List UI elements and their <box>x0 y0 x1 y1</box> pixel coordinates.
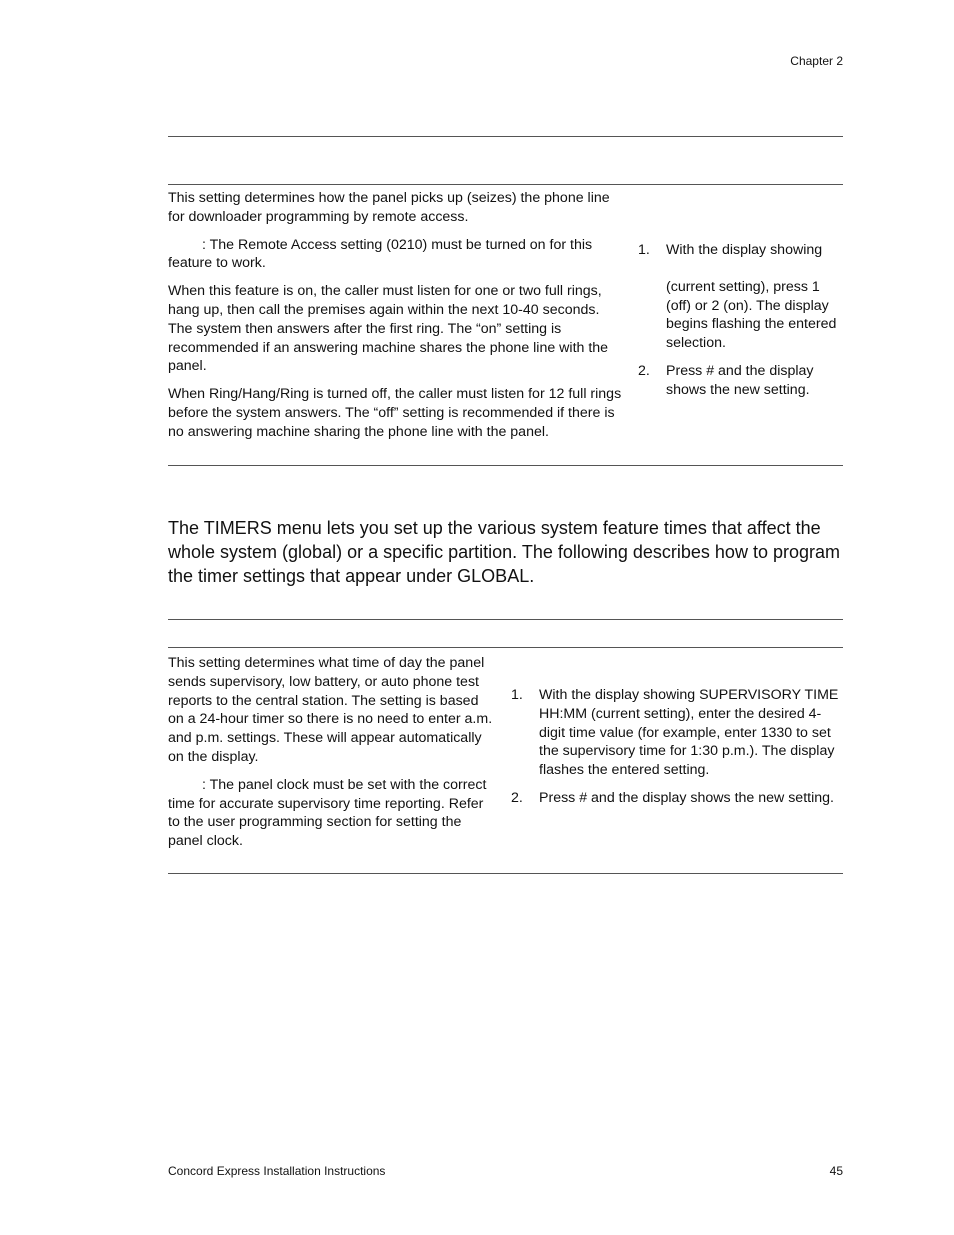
procedure-step <box>511 686 841 780</box>
table-top-rule <box>168 184 843 185</box>
step-text: Press # and the display shows the new setting. <box>539 789 834 806</box>
description-paragraph: This setting determines what time of day the panel sends supervisory, low battery, or auto phone test reports to the central station. The setting is based on a 24-hour timer so there is no need to enter a.m. and p.m. settings. These will appear automatically on the display. <box>168 655 493 765</box>
section-rule <box>168 619 843 620</box>
procedure-steps <box>511 686 841 808</box>
table-bottom-rule <box>168 873 843 874</box>
procedure-column <box>511 686 841 817</box>
step-number: 2. <box>511 789 523 806</box>
table-top-rule <box>168 647 843 648</box>
step-text: Press # and the display shows the new setting. <box>666 362 814 398</box>
procedure-steps <box>638 241 843 400</box>
off-paragraph: When Ring/Hang/Ring is turned off, the caller must listen for 12 full rings before the system answers. The “off” setting is recommended if there is no answering machine sharing the phone line with the panel. <box>168 386 622 440</box>
description-paragraph: This setting determines how the panel picks up (seizes) the phone line for downloader programming by remote access. <box>168 190 610 225</box>
step-text: With the display showing SUPERVISORY TIME HH:MM (current setting), enter the desired 4-digit time value (for example, enter 1330 to set the supervisory time for 1:30 p.m.). The display flashes the entered setting. <box>539 687 839 779</box>
procedure-step <box>638 241 843 353</box>
footer-title: Concord Express Installation Instructions <box>168 1164 386 1178</box>
setting-description-column <box>168 654 498 860</box>
table-bottom-rule <box>168 465 843 466</box>
timers-intro <box>168 516 843 588</box>
step-number: 1. <box>638 242 650 258</box>
note-text: : The panel clock must be set with the correct time for accurate supervisory time reporting. Refer to the user programming section for setting the panel clock. <box>168 776 487 850</box>
procedure-step <box>511 789 841 808</box>
setting-description-column <box>168 189 626 451</box>
note-paragraph <box>168 236 626 274</box>
chapter-label: Chapter 2 <box>790 54 843 68</box>
procedure-step <box>638 362 843 400</box>
page-number: 45 <box>829 1164 843 1178</box>
step-number: 2. <box>638 362 650 379</box>
note-paragraph <box>168 776 498 851</box>
running-header <box>790 54 843 68</box>
note-text: : The Remote Access setting (0210) must be turned on for this feature to work. <box>168 236 593 272</box>
step-number: 1. <box>511 687 523 703</box>
step-text: (current setting), press 1 (off) or 2 (on). The display begins flashing the entered selection. <box>666 278 837 352</box>
procedure-column <box>638 241 843 409</box>
intro-paragraph: The TIMERS menu lets you set up the various system feature times that affect the whole system (global) or a specific partition. The following describes how to program the timer settings that appear under GLOBAL. <box>168 518 840 586</box>
step-line: With the display showing <box>666 242 823 258</box>
on-paragraph: When this feature is on, the caller must listen for one or two full rings, hang up, then call the premises again within the next 10-40 seconds. The system then answers after the first ring. The “on” setting is recommended if an answering machine shares the phone line with the panel. <box>168 283 609 375</box>
section-rule <box>168 136 843 137</box>
